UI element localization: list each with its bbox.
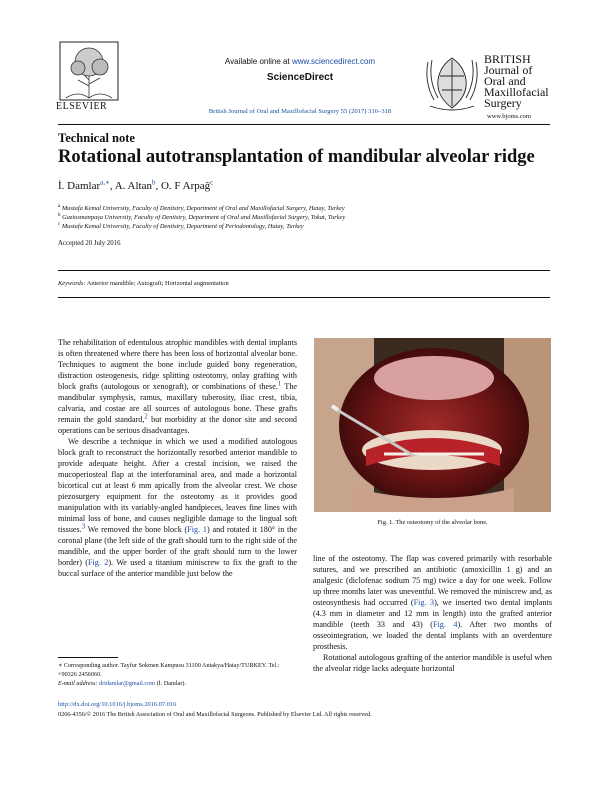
reference-link[interactable]: 2: [144, 413, 148, 421]
email-suffix: (İ. Damlar).: [155, 680, 187, 687]
author-name: A. Altan: [114, 180, 152, 192]
affiliation-text: Gaziosmanpaşa University, Faculty of Dentistry, Department of Oral and Maxillofacial Surgery, Tokat, Turkey: [62, 214, 346, 221]
footnote: [58, 661, 297, 688]
article-section: Technical note: [58, 131, 135, 145]
body-column-right: [313, 553, 552, 674]
keywords-divider-top: [58, 270, 550, 271]
text-run: ). We used a titanium miniscrew to fix the graft to the buccal surface of the anterior mandible just below the: [58, 558, 297, 578]
article-title: Rotational autotransplantation of mandibular alveolar ridge: [58, 147, 535, 167]
text-run: ) and rotated it 180° in the coronal plane (the left side of the graft should turn to the right side of the mandible, and the upper border of the graft should turn to the lower border) (: [58, 525, 297, 567]
figure-link[interactable]: Fig. 2: [88, 558, 109, 567]
affiliation: [58, 214, 498, 221]
author-name: İ. Damlar: [58, 180, 101, 192]
keywords-divider-bottom: [58, 297, 550, 298]
footnote-divider: [58, 657, 118, 658]
header-divider: [58, 124, 550, 125]
text-run: ). After two months of osseointegration, we loaded the dental implants with an overdenture prosthesis.: [313, 620, 552, 651]
affiliation-text: Mustafa Kemal University, Faculty of Dentistry, Department of Oral and Maxillofacial Surgery, Hatay, Turkey: [61, 205, 345, 212]
figure-link[interactable]: Fig. 1: [187, 525, 207, 534]
sciencedirect-wordmark: ScienceDirect: [266, 72, 334, 83]
figure-osteotomy-photo: [314, 338, 551, 512]
copyright: 0266-4356/© 2016 The British Association of Oral and Maxillofacial Surgeons. Published by Elsevier Ltd. All rights reserved.: [58, 711, 372, 718]
corresponding-author: ∗ Corresponding author. Tayfur Sokmen Kampusu 31100 Antakya/Hatay/TURKEY. Tel.: +90326 2456060.: [58, 662, 280, 678]
author-affil-mark[interactable]: c: [210, 178, 214, 187]
sciencedirect-url-link[interactable]: www.sciencedirect.com: [291, 57, 376, 66]
bjoms-name-line: BRITISH: [484, 52, 531, 66]
affiliation-mark: b: [58, 212, 61, 218]
bjoms-url[interactable]: www.bjoms.com: [487, 113, 531, 120]
affiliation-mark: a: [58, 203, 61, 209]
figure-link[interactable]: Fig. 3: [413, 598, 435, 607]
text-run: We removed the bone block (: [85, 525, 188, 534]
email-link[interactable]: dridamlar@gmail.com: [99, 680, 156, 687]
body-column-left: [58, 337, 297, 579]
author-affil-mark[interactable]: b: [151, 178, 156, 187]
keywords: [58, 280, 229, 287]
doi-link[interactable]: http://dx.doi.org/10.1016/j.bjoms.2016.07.016: [58, 701, 177, 708]
email-line: [58, 679, 297, 688]
bjoms-name-line: Surgery: [484, 96, 522, 110]
body-paragraph: Rotational autologous grafting of the anterior mandible is useful when the alveolar ridge lacks adequate horizontal: [313, 653, 552, 673]
email-label: E-mail address:: [58, 680, 98, 687]
text-run: ), we inserted two dental implants (4.3 mm in diameter and 12 mm in length) into the grafted anterior mandible (teeth 33 and 43) (: [313, 598, 552, 629]
body-paragraph: [313, 553, 552, 652]
figure-caption: Fig. 1. The osteotomy of the alveolar bone.: [377, 519, 488, 526]
elsevier-wordmark: ELSEVIER: [56, 101, 108, 112]
author-name: O. F Arpağ: [160, 180, 211, 192]
text-run: We describe a technique in which we used a modified autologous block graft to reconstruct the horizontally resorbed anterior mandible to provide adequate height. After a crestal incision, we raised the mucoperiosteal flap at the interforaminal area, and made a horizontal bicortical cut at least 6 mm apically from the alveolar crest. We chose piezosurgery equipment for the osteotomy as it provides good manipulation with its variably-angled handpieces, leaves fine lines with minimal loss of bone, and causes negligible damage to the lingual soft tissues.: [58, 437, 297, 534]
affiliation-text: Mustafa Kemal University, Faculty of Dentistry, Department of Periodontology, Hatay, Turkey: [61, 223, 304, 230]
author-affil-mark[interactable]: a,∗: [100, 178, 110, 187]
author-list: İ. Damlar$^{a,∗}$, A. Altan$^b$, O. F Arpağ$^c$: [58, 178, 214, 192]
bjoms-name-line: Maxillofacial: [484, 85, 549, 99]
figure-link[interactable]: Fig. 4: [432, 620, 458, 629]
bjoms-name-line: Journal of: [484, 63, 533, 77]
text-run: but morbidity at the donor site and second operations can be serious disadvantages.: [58, 415, 297, 435]
body-paragraph: [58, 436, 297, 579]
keywords-label: Keywords:: [58, 280, 86, 287]
body-paragraph: [58, 337, 297, 436]
reference-link[interactable]: 3: [81, 523, 86, 531]
available-prefix: Available online at: [224, 57, 290, 66]
affiliation: [58, 223, 498, 230]
bjoms-crest-logo: [420, 52, 484, 114]
reference-link[interactable]: 1: [277, 380, 282, 388]
bjoms-name-line: Oral and: [484, 74, 526, 88]
affiliation-mark: c: [58, 221, 61, 227]
bjoms-journal-name: [484, 54, 549, 109]
text-run: line of the osteotomy. The flap was covered primarily with resorbable sutures, and we prescribed an antibiotic (amoxicillin 1 g) and an analgesic (diclofenac sodium 75 mg) twice a day for one week. Follow up three months later was uneventful. We removed the miniscrew and, as osteosynthesis had occurred (: [313, 554, 552, 607]
text-run: The rehabilitation of edentulous atrophic mandibles with dental implants is often threatened where there has been loss of horizontal alveolar bone. Techniques to augment the bone include guided bony regeneration, distraction osteogenesis, ridge splitting osteotomy, onlay grafting with block grafts (autologous or xenograft), or combinations of these.: [58, 338, 297, 391]
text-run: The mandibular symphysis, ramus, maxillary tuberosity, iliac crest, tibia, calvaria, and costae are all sources of autologous bone. These grafts remain the gold standard,: [58, 382, 297, 424]
available-online: [150, 57, 450, 66]
accepted-date: Accepted 20 July 2016: [58, 240, 121, 247]
affiliation: [58, 205, 498, 212]
journal-citation[interactable]: British Journal of Oral and Maxillofacial Surgery 55 (2017) 316–318: [208, 108, 392, 115]
keywords-text: Anterior mandible; Autograft; Horizontal augmentation: [86, 280, 229, 287]
